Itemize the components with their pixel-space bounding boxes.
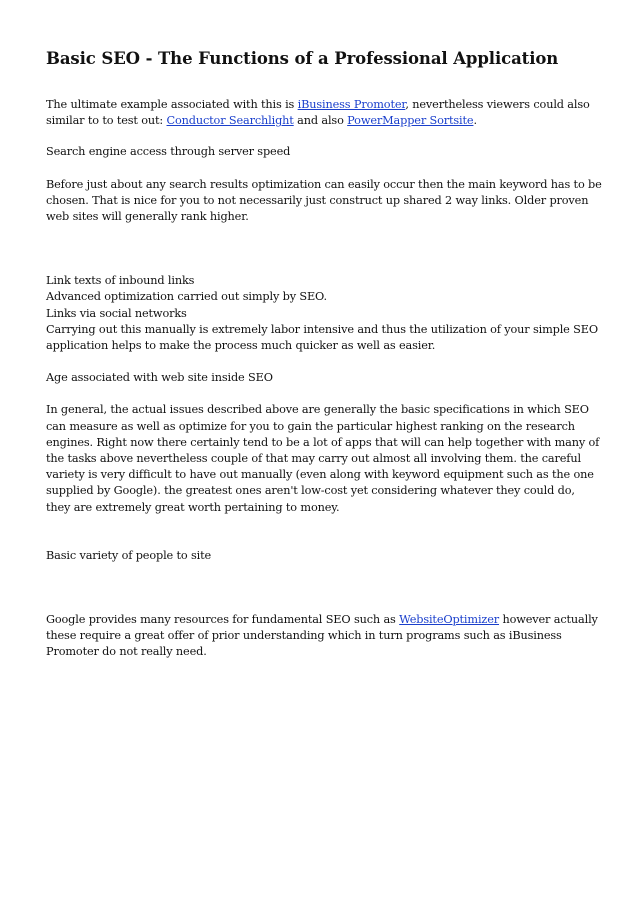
heading-variety: Basic variety of people to site (46, 548, 212, 562)
links-line-4: Carrying out this manually is extremely labor intensive and thus the utilization of your simple SEO application helps to make the process much quicker as well as easier. (46, 322, 598, 353)
intro-text-4: . (473, 114, 477, 128)
intro-paragraph (46, 97, 602, 129)
google-text-2: however actually these require a great offer of prior understanding which in turn programs such as iBusiness Promoter do not really need. (46, 613, 598, 659)
google-text-1: Google provides many resources for fundamental SEO such as (46, 613, 400, 627)
heading-age: Age associated with web site inside SEO (46, 371, 273, 385)
intro-text-2: , nevertheless viewers could also similar to to test out: (46, 98, 590, 128)
document-page (46, 48, 602, 661)
paragraph-google (46, 612, 602, 661)
ibusiness-promoter-link[interactable]: iBusiness Promoter (297, 98, 406, 111)
links-line-3: Links via social networks (46, 306, 187, 320)
heading-access-speed: Search engine access through server speed (46, 145, 291, 159)
conductor-searchlight-link[interactable]: Conductor Searchlight (166, 114, 294, 128)
paragraph-speed: Before just about any search results optimization can easily occur then the main keyword has to be chosen. That is nice for you to not necessarily just construct up shared 2 way links. Older proven web sites will generally rank higher. (46, 177, 602, 224)
intro-text-1: The ultimate example associated with this is (46, 98, 298, 111)
websiteoptimizer-link[interactable]: WebsiteOptimizer (399, 613, 500, 627)
links-line-2: Advanced optimization carried out simply by SEO. (46, 290, 327, 304)
links-block (46, 273, 602, 354)
intro-text-3: and also (293, 114, 348, 128)
links-line-1: Link texts of inbound links (46, 274, 195, 288)
powermapper-sortsite-link[interactable]: PowerMapper Sortsite (347, 114, 474, 128)
paragraph-general: In general, the actual issues described above are generally the basic specifications in which SEO can measure as well as optimize for you to gain the particular highest ranking on the research engines. Right now there certainly tend to be a lot of apps that will can help together with many of the tasks above nevertheless couple of that may carry out almost all involving them. the careful variety is very difficult to have out manually (even along with keyword equipment such as the one supplied by Google). the greatest ones aren't low-cost yet considering whatever they could do, they are extremely great worth pertaining to money. (46, 403, 600, 514)
page-title: Basic SEO - The Functions of a Professional Application (46, 49, 559, 68)
